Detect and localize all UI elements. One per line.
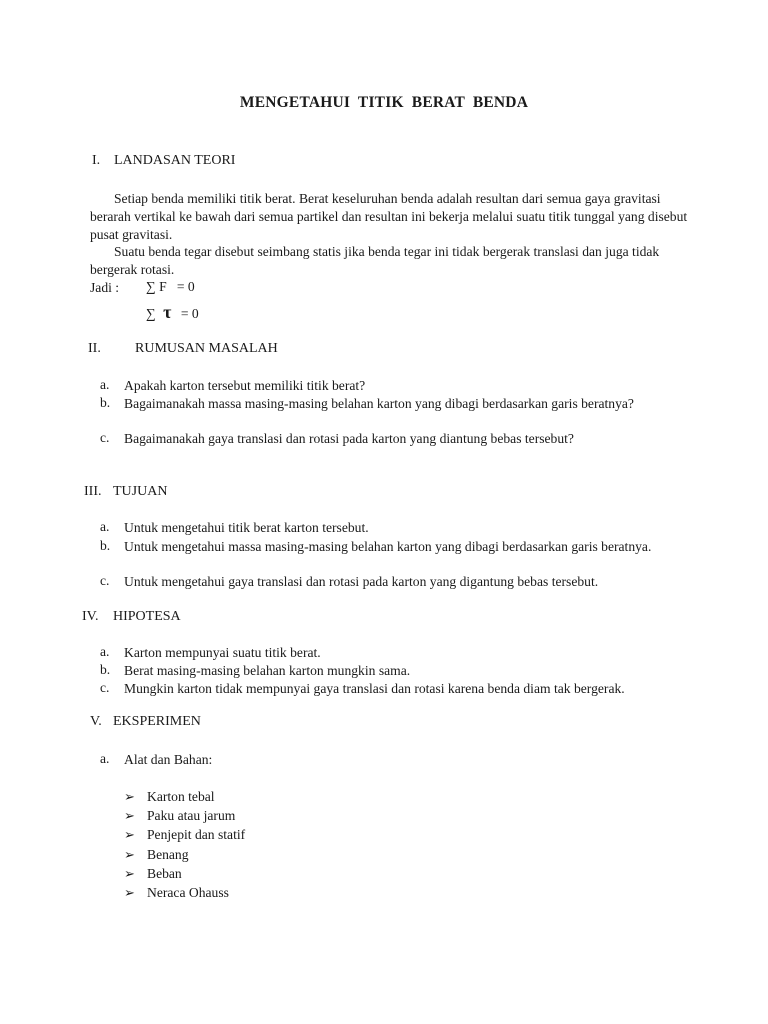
list-item: Bagaimanakah gaya translasi dan rotasi pada karton yang diantung bebas tersebut? (124, 431, 574, 446)
material-item: Beban (147, 866, 182, 881)
list-item: Untuk mengetahui titik berat karton tersebut. (124, 520, 369, 535)
list-item-label: c. (100, 680, 110, 695)
document-title: MENGETAHUI TITIK BERAT BENDA (239, 94, 529, 111)
sum-symbol: ∑ (146, 306, 156, 321)
section-4-heading: HIPOTESA (113, 609, 181, 624)
list-item: Mungkin karton tidak mempunyai gaya translasi dan rotasi karena benda diam tak bergerak. (124, 681, 625, 696)
list-item: Apakah karton tersebut memiliki titik berat? (124, 378, 366, 393)
section-4-number: IV. (82, 609, 99, 624)
list-item: Untuk mengetahui massa masing-masing belahan karton yang dibagi berdasarkan garis beratnya. (124, 539, 652, 554)
material-item: Neraca Ohauss (147, 885, 229, 900)
list-item-label: a. (100, 644, 110, 659)
arrow-bullet-icon: ➢ (124, 866, 135, 881)
list-item-label: a. (100, 377, 110, 392)
section-1-paragraph-2: Suatu benda tegar disebut seimbang statis jika benda tegar ini tidak bergerak translasi dan juga tidak bergerak rotasi. (90, 244, 660, 277)
list-item-label: c. (100, 430, 110, 445)
formula-sum-force: ∑ F = 0 (146, 279, 195, 294)
list-item-label: c. (100, 573, 110, 588)
material-item: Benang (147, 847, 189, 862)
list-item-label: b. (100, 395, 111, 410)
arrow-bullet-icon: ➢ (124, 885, 135, 900)
list-item: Bagaimanakah massa masing-masing belahan karton yang dibagi berdasarkan garis beratnya? (124, 396, 634, 411)
list-item: Berat masing-masing belahan karton mungkin sama. (124, 663, 411, 678)
sub-item-label: a. (100, 751, 110, 766)
arrow-bullet-icon: ➢ (124, 808, 135, 823)
tau-symbol: τ (163, 302, 172, 322)
jadi-label: Jadi : (90, 280, 120, 295)
sub-item-heading: Alat dan Bahan: (124, 752, 213, 767)
section-1-paragraph-1: Setiap benda memiliki titik berat. Berat keseluruhan benda adalah resultan dari semua gaya gravitasi berarah vertikal ke bawah dari semua partikel dan resultan ini bekerja melalui suatu titik tunggal yang disebut pusat gravitasi. (90, 191, 688, 242)
section-5-heading: EKSPERIMEN (113, 714, 201, 729)
list-item-label: b. (100, 662, 111, 677)
material-item: Penjepit dan statif (147, 827, 246, 842)
formula-sum-torque (146, 302, 199, 323)
arrow-bullet-icon: ➢ (124, 847, 135, 862)
arrow-bullet-icon: ➢ (124, 827, 135, 842)
section-1-heading: LANDASAN TEORI (114, 153, 236, 168)
formula-equals-zero: = 0 (180, 306, 199, 321)
list-item: Karton mempunyai suatu titik berat. (124, 645, 321, 660)
section-3-heading: TUJUAN (113, 484, 168, 499)
list-item: Untuk mengetahui gaya translasi dan rotasi pada karton yang digantung bebas tersebut. (124, 574, 599, 589)
section-5-number: V. (90, 714, 102, 729)
material-item: Paku atau jarum (147, 808, 236, 823)
section-2-number: II. (88, 341, 101, 356)
material-item: Karton tebal (147, 789, 215, 804)
arrow-bullet-icon: ➢ (124, 789, 135, 804)
list-item-label: a. (100, 519, 110, 534)
section-3-number: III. (84, 484, 102, 499)
section-1-number: I. (92, 153, 101, 168)
section-2-heading: RUMUSAN MASALAH (135, 341, 278, 356)
list-item-label: b. (100, 538, 111, 553)
